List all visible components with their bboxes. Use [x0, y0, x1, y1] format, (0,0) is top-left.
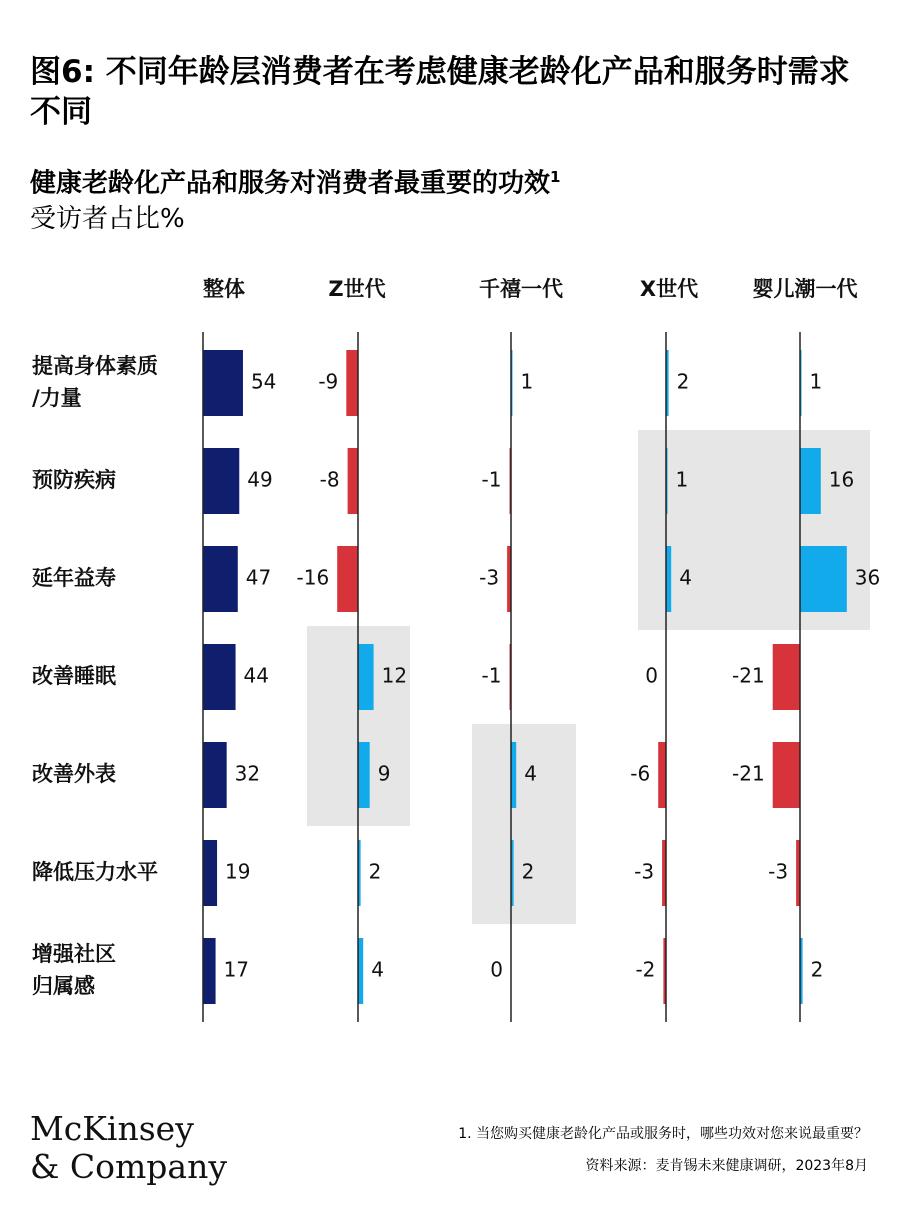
row-label: /力量: [32, 386, 82, 410]
chart-subtitle: [30, 160, 880, 201]
bar-overall: [203, 350, 243, 416]
logo-line2: & Company: [30, 1147, 227, 1186]
column-header: Z世代: [328, 277, 386, 301]
bar-negative: [658, 742, 666, 808]
row-label: 降低压力水平: [32, 860, 158, 884]
row-label: 提高身体素质: [32, 354, 158, 378]
bar-negative: [773, 644, 800, 710]
data-label: 9: [377, 761, 391, 786]
data-label: -6: [630, 761, 651, 786]
bar-positive: [800, 546, 847, 612]
data-label: 1: [520, 369, 534, 394]
data-label: 16: [828, 467, 855, 492]
data-label: 4: [679, 565, 692, 590]
column-header: X世代: [639, 277, 699, 301]
source-note: 资料来源：麦肯锡未来健康调研，2023年8月: [585, 1158, 868, 1174]
data-label: -3: [768, 859, 789, 884]
data-label: 12: [381, 663, 408, 688]
highlight-band: [472, 724, 576, 924]
data-label: -2: [635, 957, 656, 982]
data-label: 4: [524, 761, 537, 786]
bar-overall: [203, 546, 238, 612]
data-label: 2: [810, 957, 824, 982]
unit-label: 受访者占比%: [30, 204, 185, 234]
data-label: -9: [318, 369, 339, 394]
bar-negative: [773, 742, 800, 808]
bar-positive: [358, 644, 374, 710]
row-label: 改善外表: [32, 762, 116, 786]
data-label: 32: [234, 761, 261, 786]
column-header: 千禧一代: [479, 277, 563, 301]
data-label: -3: [634, 859, 655, 884]
data-label: -1: [481, 467, 502, 492]
data-label: 2: [521, 859, 535, 884]
bar-positive: [800, 448, 821, 514]
data-label: 2: [368, 859, 382, 884]
data-label: -21: [732, 663, 765, 688]
row-label: 延年益寿: [32, 566, 116, 590]
data-label: -21: [732, 761, 765, 786]
bar-positive: [358, 938, 363, 1004]
bar-overall: [203, 840, 217, 906]
bar-overall: [203, 448, 239, 514]
data-label: 47: [245, 565, 272, 590]
bar-negative: [348, 448, 358, 514]
data-label: -16: [296, 565, 330, 590]
bar-positive: [666, 546, 671, 612]
bar-overall: [203, 938, 216, 1004]
data-label: 1: [675, 467, 689, 492]
bar-overall: [203, 742, 227, 808]
data-label: 2: [676, 369, 690, 394]
logo-line1: McKinsey: [30, 1109, 194, 1148]
column-header: 整体: [203, 277, 245, 301]
row-label: 预防疾病: [32, 468, 116, 492]
data-label: 0: [645, 663, 658, 688]
bar-negative: [346, 350, 358, 416]
data-label: 36: [854, 565, 881, 590]
data-label: 44: [243, 663, 270, 688]
row-label: 改善睡眠: [32, 664, 116, 688]
data-label: -3: [479, 565, 500, 590]
subtitle-text: 健康老龄化产品和服务对消费者最重要的功效: [30, 168, 551, 199]
row-label: 归属感: [32, 974, 95, 998]
bar-positive: [511, 742, 516, 808]
data-label: 17: [223, 957, 250, 982]
data-label: 49: [247, 467, 273, 492]
bar-negative: [337, 546, 358, 612]
bar-positive: [358, 742, 370, 808]
mckinsey-logo: [30, 1110, 227, 1186]
data-label: 54: [250, 369, 277, 394]
data-label: 19: [225, 859, 251, 884]
row-label: 增强社区: [32, 942, 116, 966]
data-label: 1: [809, 369, 823, 394]
bar-chart: [0, 250, 900, 1030]
data-label: -1: [481, 663, 502, 688]
bar-overall: [203, 644, 236, 710]
data-label: 0: [490, 957, 503, 982]
footnote-marker: 1: [550, 168, 561, 186]
page-title: 图6: 不同年龄层消费者在考虑健康老龄化产品和服务时需求不同: [30, 54, 850, 130]
data-label: 4: [371, 957, 384, 982]
footnote: 1. 当您购买健康老龄化产品或服务时，哪些功效对您来说最重要？: [458, 1126, 868, 1142]
data-label: -8: [319, 467, 340, 492]
column-header: 婴儿潮一代: [752, 277, 858, 301]
